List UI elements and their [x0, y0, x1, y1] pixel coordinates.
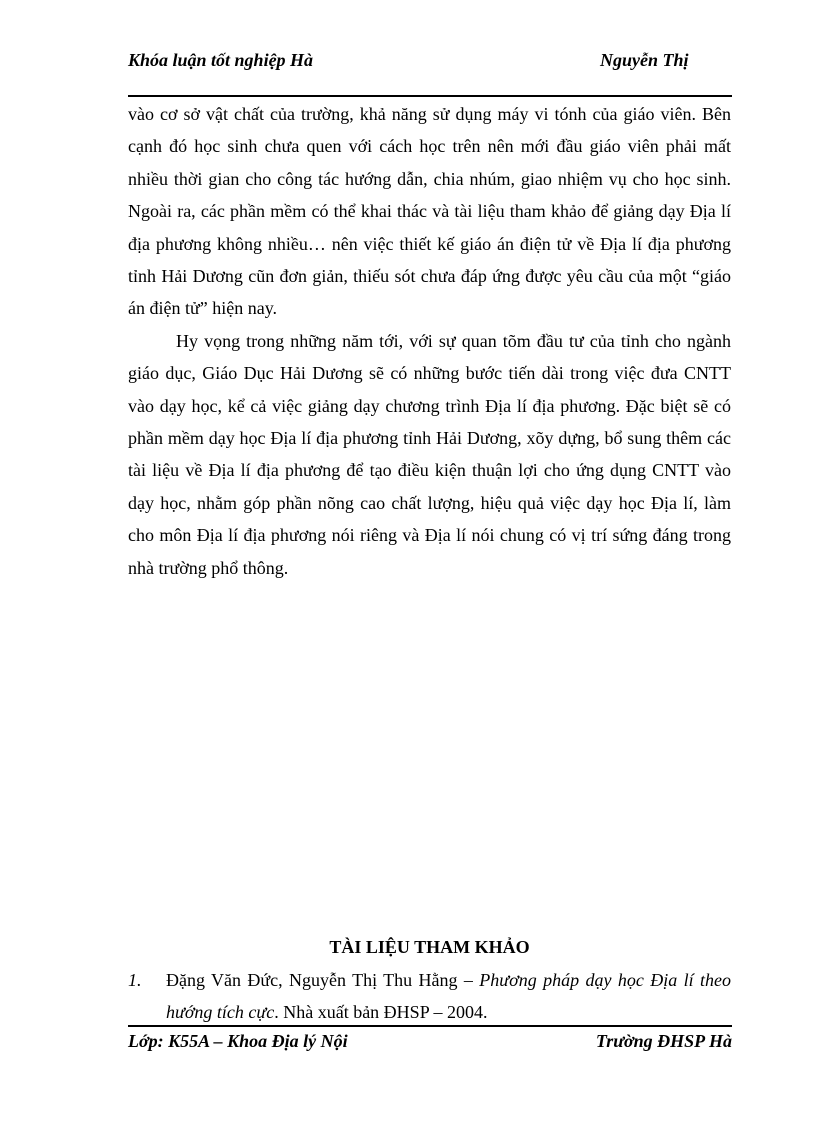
footer-class-label: Lớp: K55A – Khoa Địa lý Nội	[128, 1031, 348, 1051]
references-heading: TÀI LIỆU THAM KHẢO	[329, 937, 530, 957]
header-thesis-label: Khóa luận tốt nghiệp Hà	[128, 50, 314, 70]
reference-book-title: Phương pháp dạy học Địa lí theo hướng tích cực	[166, 970, 731, 1022]
reference-publisher: . Nhà xuất bản ĐHSP – 2004.	[274, 1002, 488, 1022]
footer-school: Trường ĐHSP Hà	[595, 1031, 732, 1051]
header-author: Nguyễn Thị	[600, 50, 689, 70]
main-text	[128, 98, 731, 584]
footer-divider	[128, 1025, 732, 1027]
reference-text	[166, 964, 731, 1028]
page-footer	[128, 1030, 732, 1076]
paragraph: Hy vọng trong những năm tới, với sự quan tõm đầu tư của tỉnh cho ngành giáo dục, Giáo Dục Hải Dương sẽ có những bước tiến dài trong việc đưa CNTT vào dạy học, kể cả việc giảng dạy chương trình Địa lí địa phương. Đặc biệt sẽ có phần mềm dạy học Địa lí địa phương tỉnh Hải Dương, xõy dựng, bổ sung thêm các tài liệu về Địa lí địa phương để tạo điều kiện thuận lợi cho ứng dụng CNTT vào dạy học, nhằm góp phần nõng cao chất lượng, hiệu quả việc dạy học Địa lí, làm cho môn Địa lí địa phương nói riêng và Địa lí nói chung có vị trí sứng đáng trong nhà trường phổ thông.	[128, 330, 731, 578]
reference-number: 1.	[128, 970, 142, 990]
header-divider	[128, 95, 732, 97]
paragraph: vào cơ sở vật chất của trường, khả năng sử dụng máy vi tónh của giáo viên. Bên cạnh đó học sinh chưa quen với cách học trên nên mới đầu giáo viên phải mất nhiều thời gian cho công tác hướng dẫn, chia nhúm, giao nhiệm vụ cho học sinh. Ngoài ra, các phần mềm có thể khai thác và tài liệu tham khảo để giảng dạy Địa lí địa phương không nhiều… nên việc thiết kế giáo án điện tử về Địa lí địa phương tỉnh Hải Dương cũn đơn giản, thiếu sót chưa đáp ứng được yêu cầu của một “giáo án điện tử” hiện nay.	[128, 104, 731, 319]
reference-item	[128, 964, 731, 1028]
reference-authors: Đặng Văn Đức, Nguyễn Thị Thu Hằng –	[166, 970, 480, 990]
page-header	[128, 49, 732, 95]
